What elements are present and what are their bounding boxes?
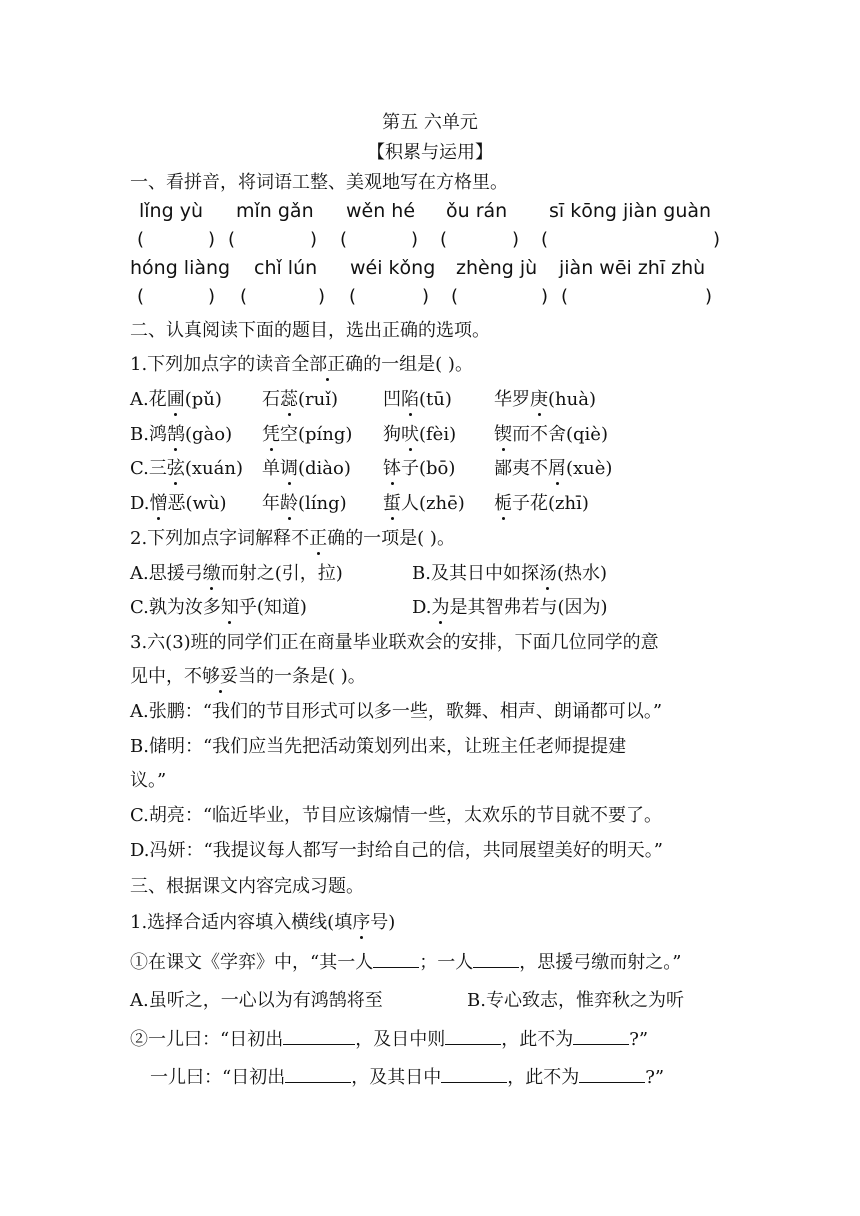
pinyin-item: mǐn gǎn <box>236 200 314 222</box>
option-item-cont: 议。” <box>130 770 167 791</box>
question-2-3-cont: 见中，不够妥当的一条是( )。 <box>130 666 366 687</box>
pinyin-item: wěn hé <box>346 200 416 222</box>
pinyin-item: wéi kǒng <box>350 257 436 279</box>
option-item: A.张鹏：“我们的节目形式可以多一些，歌舞、相声、朗诵都可以。” <box>130 701 663 722</box>
fill-item-1: ①在课文《学弈》中，“其一人 ；一人 ，思援弓缴而射之。” <box>130 952 682 973</box>
option-item: 狗吠(fèi) <box>383 424 457 445</box>
section-1-heading: 一、看拼音，将词语工整、美观地写在方格里。 <box>130 172 508 193</box>
pinyin-item: lǐng yù <box>139 200 203 222</box>
blank-field[interactable] <box>283 1028 355 1045</box>
question-2-3: 3.六(3)班的同学们正在商量毕业联欢会的安排，下面几位同学的意 <box>130 632 659 653</box>
pinyin-item: jiàn wēi zhī zhù <box>559 257 706 279</box>
option-item: 凭空(píng) <box>262 424 353 445</box>
blank-field[interactable] <box>285 1066 351 1083</box>
option-item: A.花圃(pǔ) <box>130 389 222 410</box>
pinyin-item: hóng liàng <box>130 257 231 279</box>
blank-field[interactable] <box>445 1028 501 1045</box>
fill-item-2: ②一儿曰：“日初出 ，及日中则 ，此不为 ?” <box>130 1029 649 1050</box>
option-item: B.及其日中如探汤(热水) <box>412 563 607 584</box>
page-title: 第五 六单元 <box>382 112 478 133</box>
pinyin-item: sī kōng jiàn guàn <box>549 200 712 222</box>
blank-field[interactable] <box>441 1066 507 1083</box>
option-item: D.为是其智弗若与(因为) <box>412 597 608 618</box>
option-item: 单调(diào) <box>262 458 351 479</box>
question-3-1: 1.选择合适内容填入横线(填序号) <box>130 912 396 933</box>
option-item: 蜇人(zhē) <box>383 493 465 514</box>
option-item: C.孰为汝多知乎(知道) <box>130 597 307 618</box>
option-item: 鄙夷不屑(xuè) <box>494 458 613 479</box>
fill-item-3: 一儿曰：“日初出 ，及其日中 ，此不为 ?” <box>150 1067 665 1088</box>
option-item: C.胡亮：“临近毕业，节目应该煽情一些，太欢乐的节目就不要了。 <box>130 805 663 826</box>
option-item: B.储明：“我们应当先把活动策划列出来，让班主任老师提提建 <box>130 736 627 757</box>
option-item: 锲而不舍(qiè) <box>494 424 608 445</box>
option-item: 华罗庚(huà) <box>494 389 596 410</box>
question-2-1: 1.下列加点字的读音全部正确的一组是( )。 <box>130 354 473 375</box>
blank-field[interactable] <box>573 1028 629 1045</box>
option-item: 钵子(bō) <box>383 458 456 479</box>
option-item: 年龄(líng) <box>262 493 347 514</box>
question-2-2: 2.下列加点字词解释不正确的一项是( )。 <box>130 528 455 549</box>
blank-field[interactable] <box>473 951 519 968</box>
pinyin-item: chǐ lún <box>254 257 318 279</box>
pinyin-item: ǒu rán <box>446 200 508 222</box>
option-item: 石蕊(ruǐ) <box>262 389 338 410</box>
pinyin-item: zhèng jù <box>456 257 538 279</box>
blank-field[interactable] <box>373 951 419 968</box>
page-subtitle: 【积累与运用】 <box>367 142 493 163</box>
option-item: B.鸿鹄(gào) <box>130 424 233 445</box>
option-item: A.思援弓缴而射之(引，拉) <box>130 563 343 584</box>
option-item: D.憎恶(wù) <box>130 493 227 514</box>
option-item: 凹陷(tū) <box>383 389 452 410</box>
section-3-heading: 三、根据课文内容完成习题。 <box>130 876 364 897</box>
option-item: B.专心致志，惟弈秋之为听 <box>467 990 684 1011</box>
blank-field[interactable] <box>579 1066 645 1083</box>
option-item: A.虽听之，一心以为有鸿鹄将至 <box>130 990 383 1011</box>
section-2-heading: 二、认真阅读下面的题目，选出正确的选项。 <box>130 320 490 341</box>
option-item: D.冯妍：“我提议每人都写一封给自己的信，共同展望美好的明天。” <box>130 840 663 861</box>
option-item: C.三弦(xuán) <box>130 458 243 479</box>
option-item: 栀子花(zhī) <box>494 493 589 514</box>
